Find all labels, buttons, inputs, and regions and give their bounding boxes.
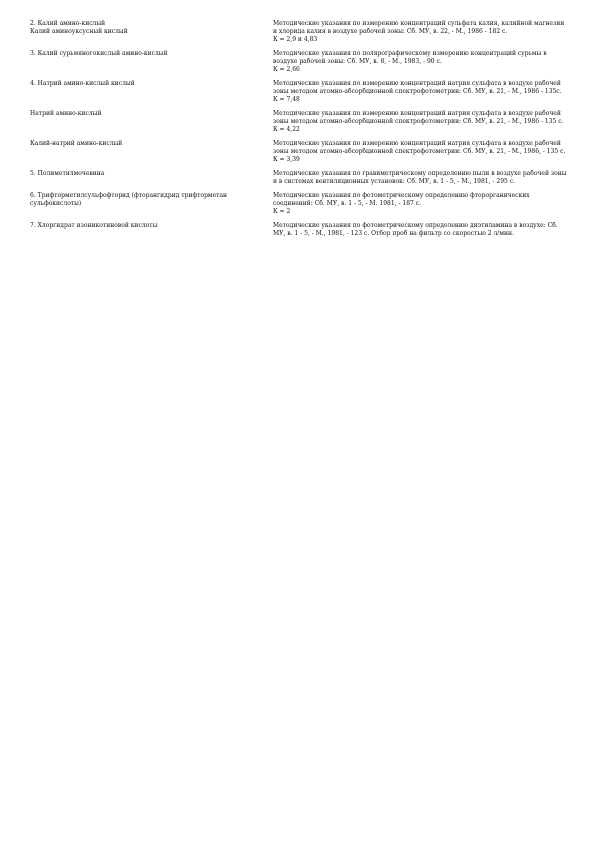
substance-cell: Калий-натрий амино-кислый	[30, 140, 123, 147]
table-row	[30, 110, 570, 134]
method-cell: Методические указания по измерению концентраций натрия сульфата в воздухе рабочей зоны методом атомно-абсорбционной спектрофотометрии: Сб. МУ, в. 21, - М., 1986 - 135 с. К = 4,22	[273, 110, 564, 133]
substance-cell: 5. Полиметилмочевина	[30, 170, 105, 177]
table-row	[30, 50, 570, 74]
table-row	[30, 20, 570, 44]
method-cell: Методические указания по полярографическому измерению концентраций сурьмы в воздухе рабочей зоны: Сб. МУ, в. 8, - М., 1983, - 90 с. К = 2,66	[273, 50, 547, 73]
method-cell: Методические указания по гравиметрическому определению пыли в воздухе рабочей зоны и в системах вентиляционных установок: Сб. МУ, в. 1 - 5, - М., 1981, - 295 с.	[273, 170, 567, 185]
table-row	[30, 80, 570, 104]
substance-cell: Натрий амино-кислый	[30, 110, 102, 117]
method-cell: Методические указания по измерению концентраций натрия сульфата в воздухе рабочей зоны методом атомно-абсорбционной спектрофотометрии: Сб. МУ, в. 21, - М., 1986, - 135 с. К = 3,39	[273, 140, 566, 163]
substance-cell: 4. Натрий амино-кислый кислый	[30, 80, 135, 87]
method-cell: Методические указания по фотометрическому определению диэтиламина в воздухе: Сб. МУ, в. 1 - 5, - М., 1981, - 123 с. Отбор проб на фильтр со скоростью 2 л/мин.	[273, 222, 558, 237]
table-row	[30, 170, 570, 186]
table-row	[30, 140, 570, 164]
substance-cell: 6. Трифторметилсульфофторид (фторангидрид трифторметан сульфокислоты)	[30, 192, 228, 207]
method-cell: Методические указания по измерению концентраций натрия сульфата в воздухе рабочей зоны методом атомно-абсорбционной спектрофотометрии: Сб. МУ, в. 21, - М., 1986 - 135с. К = 7,48	[273, 80, 562, 103]
method-cell: Методические указания по фотометрическому определению фторорганических соединений: Сб. МУ, в. 1 - 5, - М. 1981, - 187 с. К = 2	[273, 192, 530, 215]
substance-cell: 2. Калий амино-кислый Калий аминоуксусный кислый	[30, 20, 128, 35]
substance-cell: 7. Хлоргидрат изоникотиновой кислоты	[30, 222, 158, 229]
method-cell: Методические указания по измерению концентраций сульфата калия, калийной магнезии и хлорида калия в воздухе рабочей зоны: Сб. МУ, в. 22, - М., 1986 - 182 с. К = 2,9 и 4,83	[273, 20, 565, 43]
table-row	[30, 192, 570, 216]
methods-table	[30, 20, 570, 244]
table-row	[30, 222, 570, 238]
substance-cell: 3. Калий сурьмяногокислый амино-кислый	[30, 50, 168, 57]
